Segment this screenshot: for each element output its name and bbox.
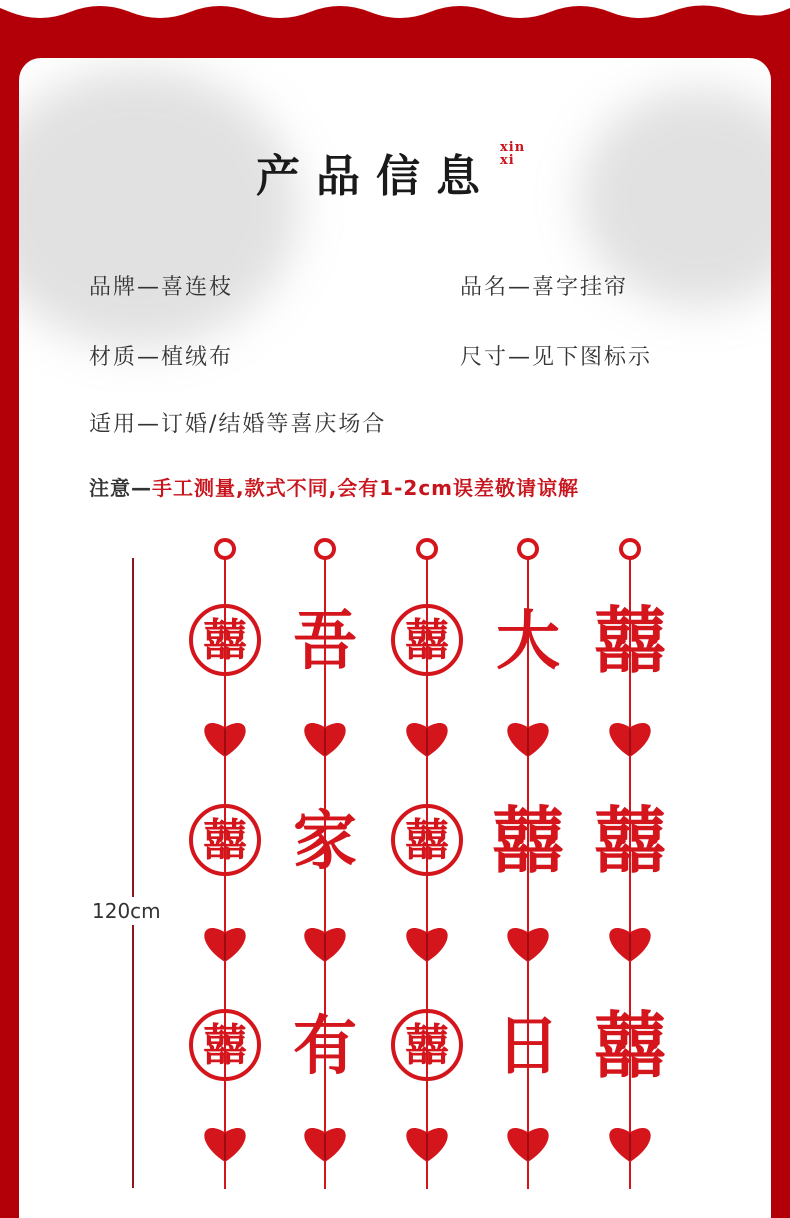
dimension-label: 120cm <box>92 899 161 923</box>
curtain-character: 囍 <box>203 615 247 666</box>
curtain-character: 吾 <box>293 604 357 680</box>
page-title: 产品信息 <box>256 151 496 202</box>
curtain-character: 有 <box>293 1009 357 1085</box>
curtain-character: 囍 <box>203 815 247 866</box>
info-brand: 品牌—喜连枝 <box>89 275 234 300</box>
hanging-ring <box>316 540 334 558</box>
curtain-character: 家 <box>293 804 357 880</box>
hanging-ring <box>216 540 234 558</box>
info-size: 尺寸—见下图标示 <box>460 345 653 370</box>
info-usage: 适用—订婚/结婚等喜庆场合 <box>89 412 387 437</box>
curtain-character: 囍 <box>593 597 667 683</box>
pinyin-top: xin <box>500 140 526 155</box>
curtain-character: 囍 <box>405 815 449 866</box>
note-text: 手工测量,款式不同,会有1-2cm误差敬请谅解 <box>152 476 580 500</box>
curtain-character: 囍 <box>203 1020 247 1071</box>
hanging-ring <box>418 540 436 558</box>
hanging-ring <box>621 540 639 558</box>
info-name: 品名—喜字挂帘 <box>460 275 629 300</box>
info-material: 材质—植绒布 <box>89 345 234 370</box>
curtain-character: 大 <box>496 604 560 680</box>
pinyin-bottom: xi <box>500 153 515 168</box>
note-label: 注意— <box>89 476 152 500</box>
curtain-character: 日 <box>496 1009 560 1085</box>
hanging-ring <box>519 540 537 558</box>
curtain-character: 囍 <box>593 797 667 883</box>
curtain-character: 囍 <box>405 615 449 666</box>
curtain-character: 囍 <box>593 1002 667 1088</box>
curtain-character: 囍 <box>491 797 565 883</box>
curtain-character: 囍 <box>405 1020 449 1071</box>
